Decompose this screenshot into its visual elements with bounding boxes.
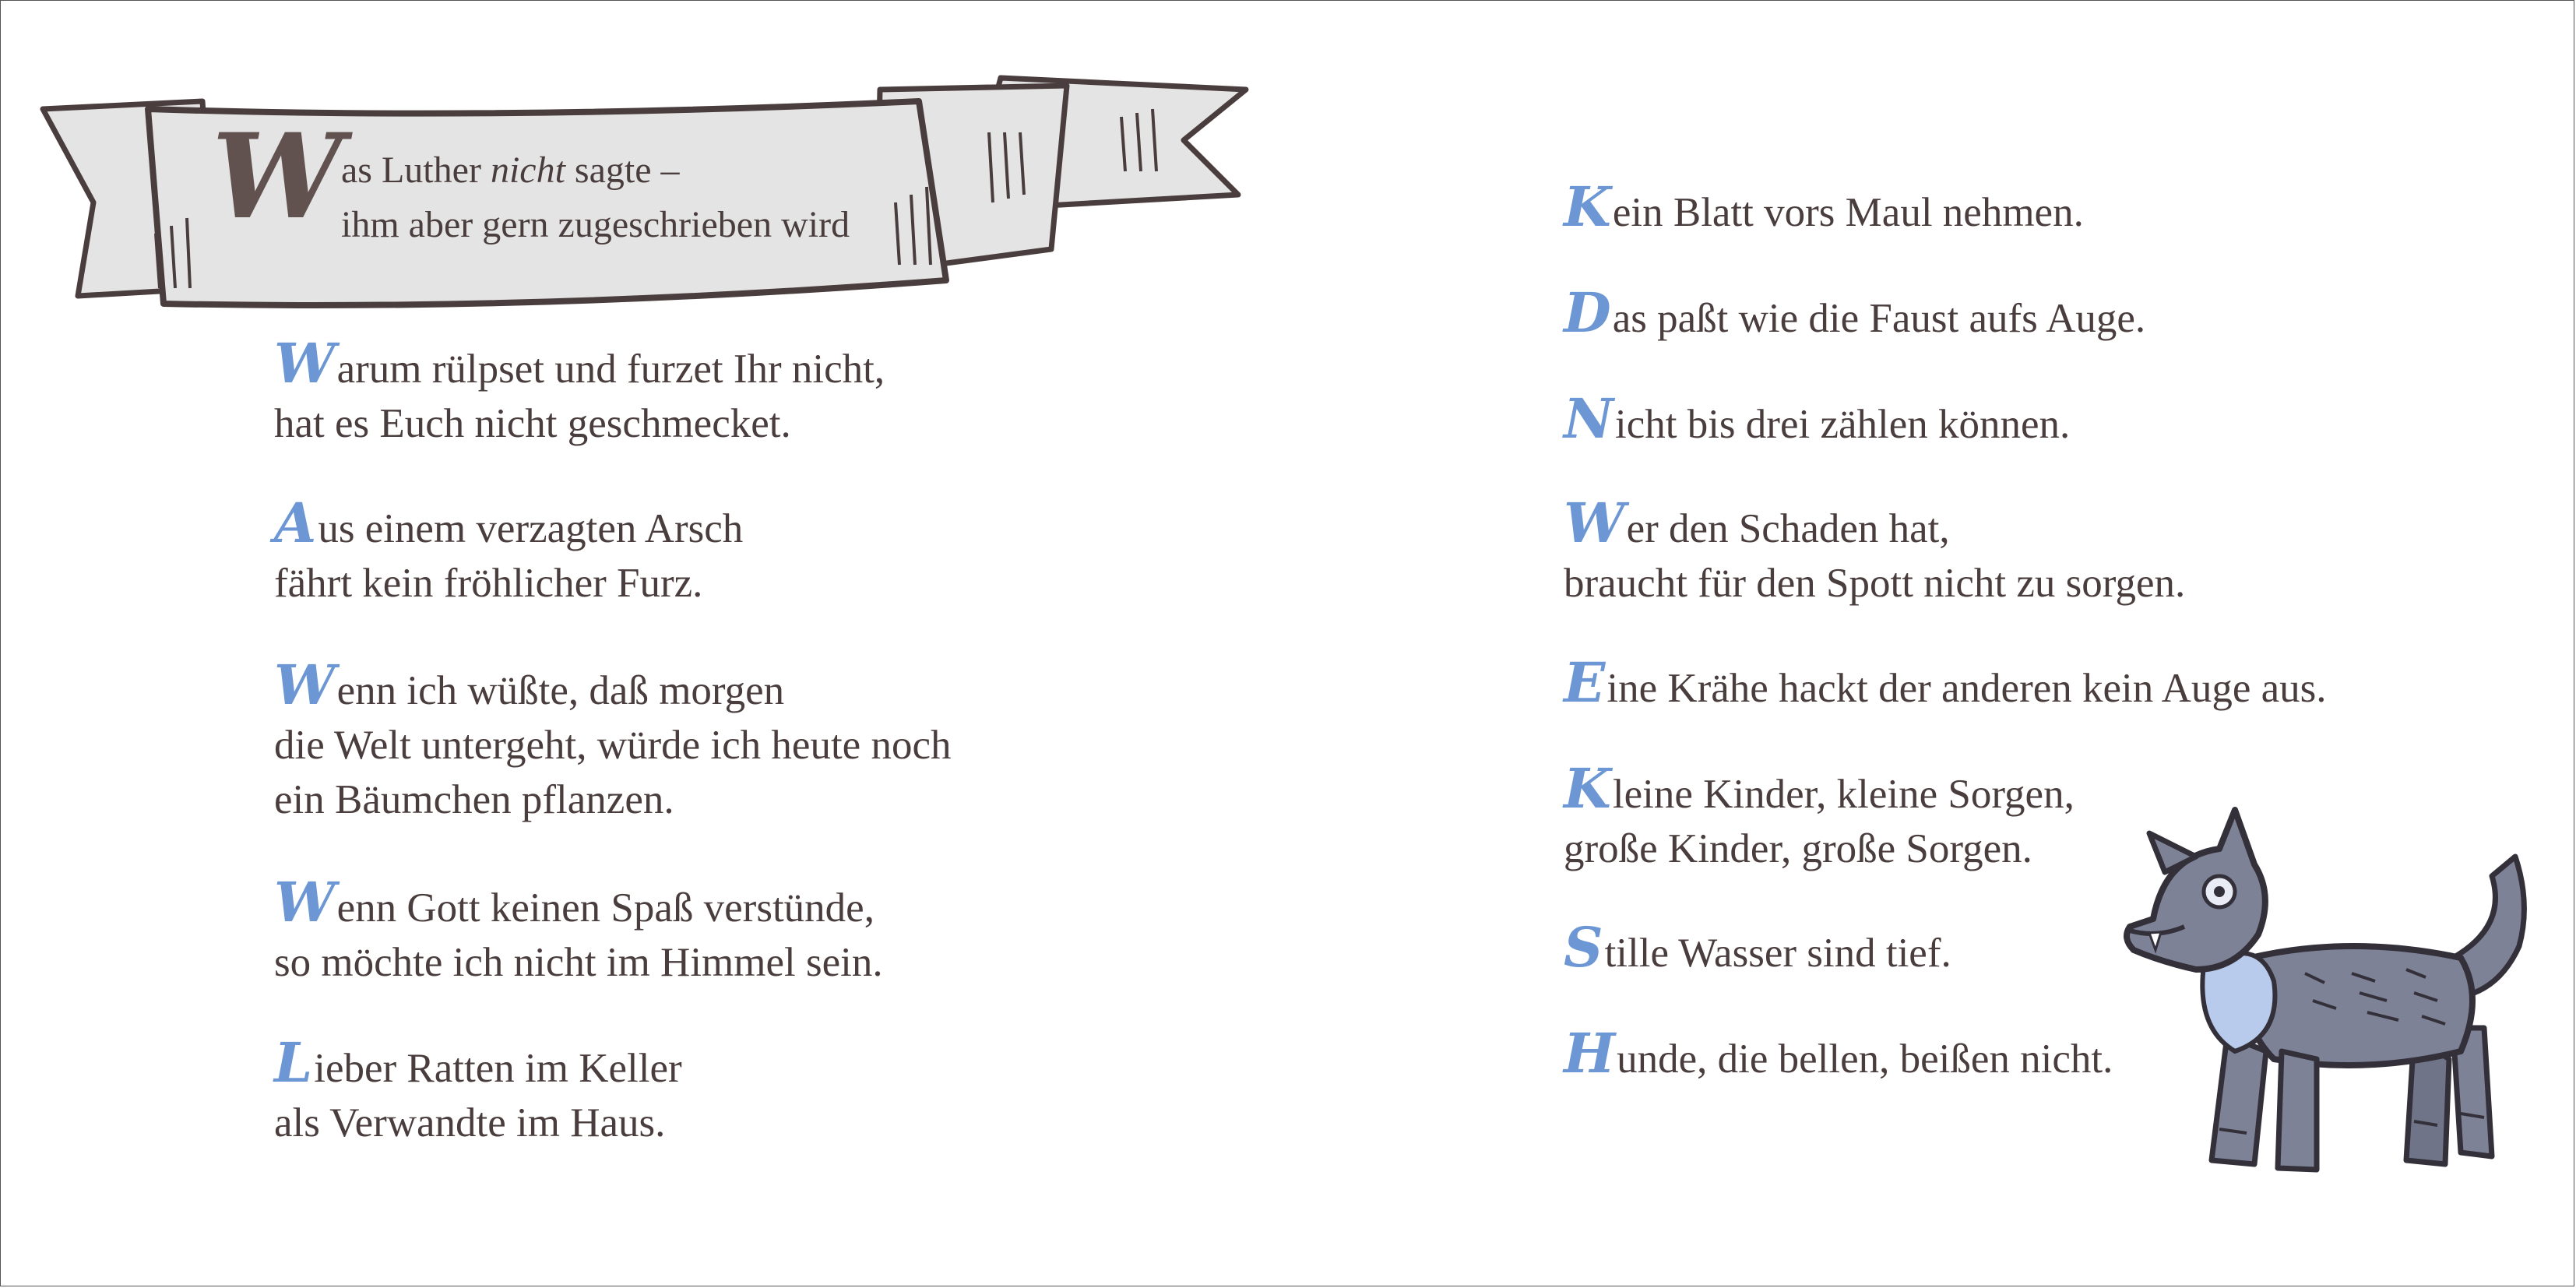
left-proverb-list bbox=[274, 331, 885, 451]
left-proverb-list bbox=[274, 653, 952, 827]
left-proverb-list bbox=[274, 491, 744, 611]
proverb-initial: W bbox=[274, 331, 336, 396]
proverb-text: hat es Euch nicht geschmecket. bbox=[274, 401, 791, 446]
proverb-text: as paßt wie die Faust aufs Auge. bbox=[1612, 296, 2146, 341]
proverb-text: arum rülpset und furzet Ihr nicht, bbox=[336, 347, 885, 392]
proverb-initial: N bbox=[1564, 386, 1614, 451]
proverb bbox=[274, 331, 885, 451]
proverb bbox=[1564, 174, 2084, 240]
proverb-initial: K bbox=[1564, 174, 1611, 239]
banner-initial: W bbox=[212, 108, 343, 245]
proverb-text: ein Bäumchen pflanzen. bbox=[274, 777, 674, 822]
proverb-text: braucht für den Spott nicht zu sorgen. bbox=[1564, 561, 2186, 606]
proverb-initial: H bbox=[1564, 1021, 1616, 1086]
proverb bbox=[1564, 386, 2071, 452]
proverb-text: große Kinder, große Sorgen. bbox=[1564, 826, 2032, 871]
left-proverb-list bbox=[274, 1030, 682, 1150]
proverb bbox=[1564, 756, 2075, 876]
proverb-text: er den Schaden hat, bbox=[1626, 506, 1950, 551]
proverb-text: enn Gott keinen Spaß verstünde, bbox=[336, 885, 875, 931]
banner-text: as Luther bbox=[341, 150, 491, 191]
proverb-text: ein Blatt vors Maul nehmen. bbox=[1612, 190, 2084, 235]
proverb-text: unde, die bellen, beißen nicht. bbox=[1617, 1036, 2113, 1082]
proverb-text: tille Wasser sind tief. bbox=[1604, 931, 1951, 976]
proverb-initial: E bbox=[1564, 650, 1606, 715]
banner-title-line-1 bbox=[341, 148, 680, 193]
proverb-text: so möchte ich nicht im Himmel sein. bbox=[274, 940, 883, 985]
proverb bbox=[274, 491, 744, 611]
proverb bbox=[274, 653, 952, 827]
proverb-initial: W bbox=[1564, 491, 1625, 555]
proverb-text: enn ich wüßte, daß morgen bbox=[336, 668, 785, 713]
proverb bbox=[1564, 1021, 2113, 1086]
proverb-initial: L bbox=[274, 1030, 313, 1095]
proverb bbox=[1564, 650, 2327, 716]
proverb bbox=[1564, 280, 2146, 346]
proverb-initial: S bbox=[1564, 915, 1603, 980]
banner-emphasis: nicht bbox=[490, 150, 565, 191]
proverb bbox=[1564, 491, 2186, 611]
proverb-initial: W bbox=[274, 870, 336, 934]
proverb-text: die Welt untergeht, würde ich heute noch bbox=[274, 723, 952, 768]
proverb-initial: K bbox=[1564, 756, 1611, 821]
proverb-text: fährt kein fröhlicher Furz. bbox=[274, 561, 703, 606]
banner-text: sagte – bbox=[565, 150, 680, 191]
proverb-text: icht bis drei zählen können. bbox=[1614, 402, 2071, 447]
proverb-text: ine Krähe hackt der anderen kein Auge aus. bbox=[1606, 666, 2327, 711]
proverb-text: leine Kinder, kleine Sorgen, bbox=[1612, 772, 2075, 817]
proverb-initial: A bbox=[274, 491, 317, 555]
proverb-text: ieber Ratten im Keller bbox=[314, 1046, 682, 1091]
proverb bbox=[274, 1030, 682, 1150]
proverb-text: als Verwandte im Haus. bbox=[274, 1100, 666, 1145]
left-proverb-list bbox=[274, 870, 883, 990]
banner-title-line-2: ihm aber gern zugeschrieben wird bbox=[341, 204, 850, 245]
proverb-initial: D bbox=[1564, 280, 1611, 345]
proverb bbox=[274, 870, 883, 990]
proverb-text: us einem verzagten Arsch bbox=[318, 506, 744, 551]
wolf-icon bbox=[2118, 802, 2539, 1191]
proverb bbox=[1564, 915, 1951, 980]
proverb-initial: W bbox=[274, 653, 336, 717]
